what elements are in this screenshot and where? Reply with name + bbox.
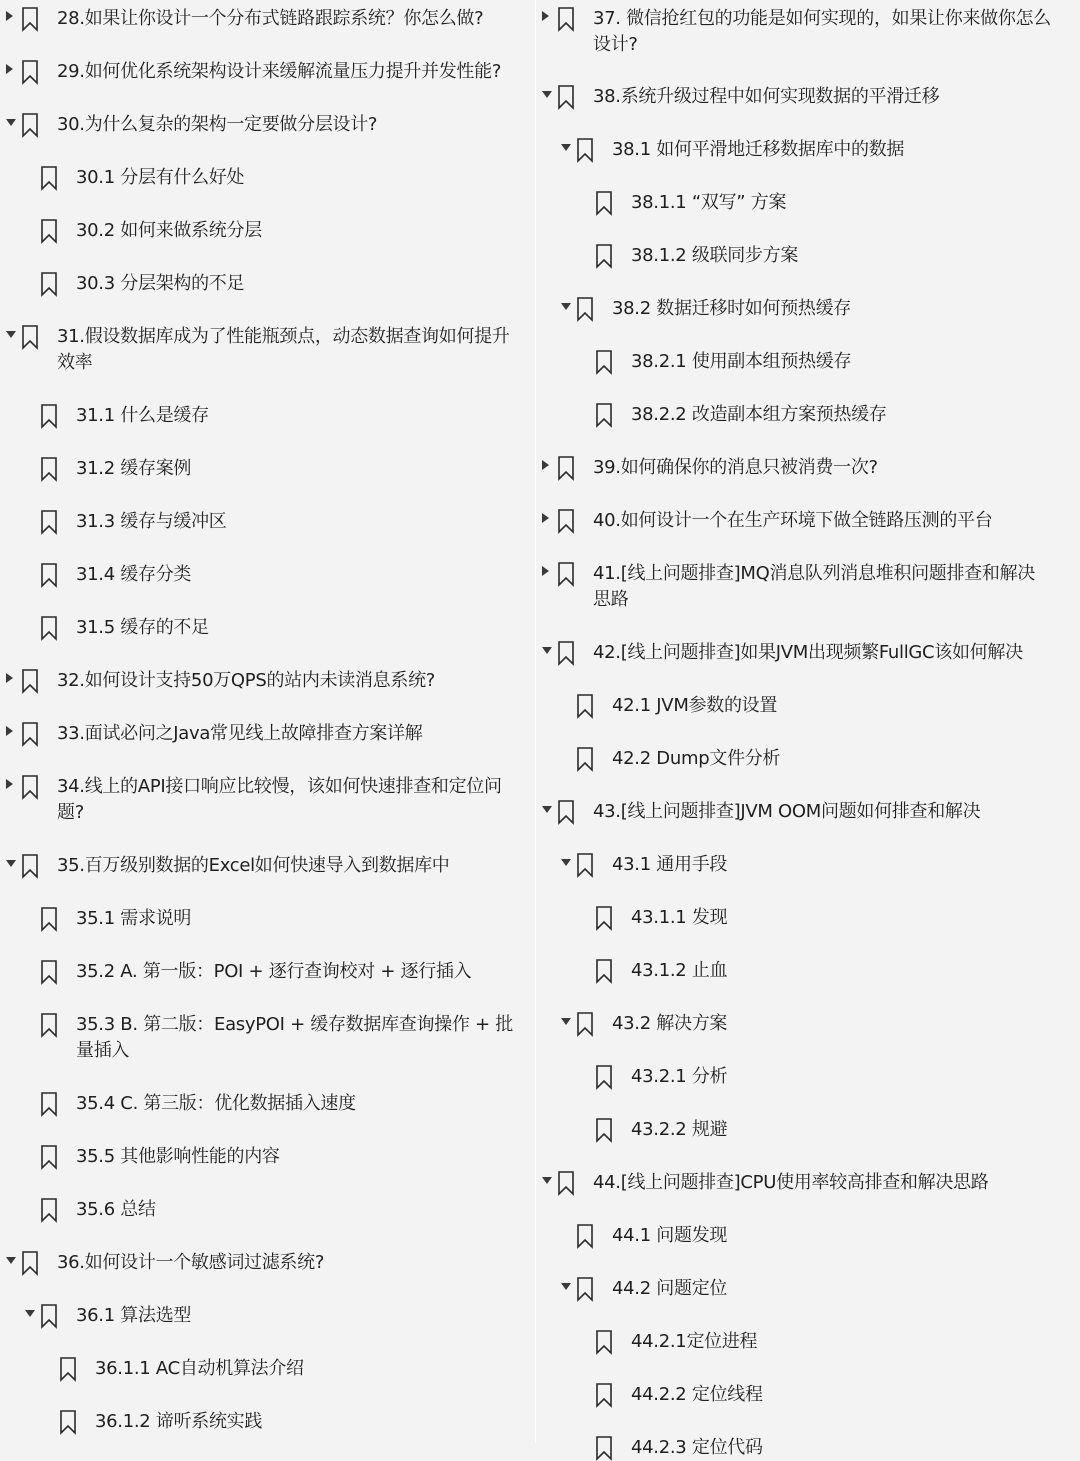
bookmark-icon — [576, 1011, 594, 1037]
bookmark-item[interactable] — [0, 1012, 536, 1061]
bookmark-icon — [557, 6, 575, 32]
bookmark-icon — [595, 1117, 613, 1143]
bookmark-item[interactable] — [0, 1303, 536, 1329]
bookmark-label[interactable]: 38.2.1 使用副本组预热缓存 — [631, 351, 852, 372]
bookmark-label[interactable]: 43.1.1 发现 — [631, 907, 728, 928]
bookmark-item[interactable] — [536, 137, 1080, 163]
bookmarks-pane-left — [0, 0, 536, 1443]
bookmark-item[interactable] — [536, 508, 1080, 534]
bookmark-label[interactable]: 43.2 解决方案 — [612, 1013, 728, 1034]
bookmark-icon — [557, 561, 575, 587]
chevron-right-icon[interactable] — [6, 673, 13, 683]
bookmark-icon — [557, 508, 575, 534]
bookmark-label[interactable]: 31.2 缓存案例 — [76, 458, 192, 479]
bookmark-icon — [557, 640, 575, 666]
bookmark-label[interactable]: 35.百万级别数据的Excel如何快速导入到数据库中 — [57, 855, 450, 876]
bookmark-item[interactable] — [536, 799, 1080, 825]
bookmark-icon — [576, 296, 594, 322]
bookmark-label[interactable]: 31.假设数据库成为了性能瓶颈点，动态数据查询如何提升 — [57, 326, 510, 347]
bookmark-icon — [576, 137, 594, 163]
bookmark-icon — [21, 59, 39, 85]
bookmark-label[interactable]: 36.1 算法选型 — [76, 1305, 192, 1326]
bookmark-item[interactable] — [536, 455, 1080, 481]
bookmark-icon — [21, 774, 39, 800]
bookmark-icon — [40, 456, 58, 482]
bookmark-label[interactable]: 43.2.1 分析 — [631, 1066, 728, 1087]
chevron-down-icon[interactable] — [561, 144, 571, 151]
bookmark-item[interactable] — [536, 561, 1080, 610]
bookmark-label[interactable]: 44.2.1定位进程 — [631, 1331, 758, 1352]
bookmark-label[interactable]: 34.线上的API接口响应比较慢，该如何快速排查和定位问 — [57, 776, 502, 797]
bookmark-icon — [40, 403, 58, 429]
bookmark-item[interactable] — [536, 402, 1080, 428]
chevron-right-icon[interactable] — [6, 64, 13, 74]
bookmark-label[interactable]: 36.1.2 谛听系统实践 — [95, 1411, 263, 1432]
bookmark-label-continued[interactable]: 设计? — [593, 34, 638, 55]
chevron-right-icon[interactable] — [542, 460, 549, 470]
bookmark-icon — [595, 905, 613, 931]
bookmark-label[interactable]: 32.如何设计支持50万QPS的站内未读消息系统? — [57, 670, 436, 691]
bookmark-label[interactable]: 42.1 JVM参数的设置 — [612, 695, 778, 716]
bookmark-label[interactable]: 41.[线上问题排查]MQ消息队列消息堆积问题排查和解决 — [593, 563, 1035, 584]
bookmark-item[interactable] — [536, 640, 1080, 666]
bookmark-item[interactable] — [536, 1435, 1080, 1461]
bookmark-item[interactable] — [0, 509, 536, 535]
bookmark-item[interactable] — [0, 324, 536, 373]
bookmark-label[interactable]: 43.[线上问题排查]JVM OOM问题如何排查和解决 — [593, 801, 981, 822]
bookmark-label[interactable]: 35.1 需求说明 — [76, 908, 192, 929]
bookmark-label[interactable]: 31.3 缓存与缓冲区 — [76, 511, 227, 532]
bookmark-item[interactable] — [0, 721, 536, 747]
bookmark-icon — [40, 1303, 58, 1329]
bookmark-item[interactable] — [536, 243, 1080, 269]
chevron-down-icon[interactable] — [6, 331, 16, 338]
bookmark-label[interactable]: 39.如何确保你的消息只被消费一次? — [593, 457, 878, 478]
bookmark-label[interactable]: 30.为什么复杂的架构一定要做分层设计? — [57, 114, 378, 135]
bookmark-label[interactable]: 36.1.1 AC自动机算法介绍 — [95, 1358, 304, 1379]
bookmark-icon — [595, 1435, 613, 1461]
bookmark-icon — [40, 906, 58, 932]
chevron-down-icon[interactable] — [542, 1177, 552, 1184]
bookmark-item[interactable] — [0, 1356, 536, 1382]
bookmark-item[interactable] — [536, 1117, 1080, 1143]
bookmark-item[interactable] — [536, 958, 1080, 984]
bookmark-item[interactable] — [536, 349, 1080, 375]
bookmark-label-continued[interactable]: 效率 — [57, 352, 93, 373]
bookmark-item[interactable] — [536, 1329, 1080, 1355]
bookmark-item[interactable] — [536, 905, 1080, 931]
chevron-right-icon[interactable] — [542, 513, 549, 523]
chevron-down-icon[interactable] — [25, 1310, 35, 1317]
bookmark-label[interactable]: 44.2.2 定位线程 — [631, 1384, 763, 1405]
bookmark-label[interactable]: 31.4 缓存分类 — [76, 564, 192, 585]
bookmark-item[interactable] — [0, 668, 536, 694]
bookmark-item[interactable] — [0, 218, 536, 244]
bookmark-item[interactable] — [536, 190, 1080, 216]
bookmark-label[interactable]: 30.3 分层架构的不足 — [76, 273, 245, 294]
chevron-down-icon[interactable] — [6, 119, 16, 126]
bookmark-icon — [595, 402, 613, 428]
chevron-down-icon[interactable] — [542, 91, 552, 98]
bookmark-label[interactable]: 44.2.3 定位代码 — [631, 1437, 763, 1458]
bookmark-label-continued[interactable]: 思路 — [593, 589, 629, 610]
bookmark-item[interactable] — [536, 296, 1080, 322]
bookmark-label[interactable]: 33.面试必问之Java常见线上故障排查方案详解 — [57, 723, 423, 744]
bookmark-item[interactable] — [0, 853, 536, 879]
bookmark-icon — [40, 271, 58, 297]
bookmark-icon — [40, 1144, 58, 1170]
chevron-down-icon[interactable] — [6, 860, 16, 867]
bookmark-icon — [595, 958, 613, 984]
bookmark-icon — [21, 6, 39, 32]
bookmark-icon — [595, 349, 613, 375]
chevron-down-icon[interactable] — [542, 647, 552, 654]
bookmark-icon — [557, 455, 575, 481]
bookmark-icon — [40, 959, 58, 985]
bookmark-icon — [59, 1356, 77, 1382]
bookmark-icon — [40, 562, 58, 588]
bookmark-item[interactable] — [536, 1276, 1080, 1302]
bookmark-item[interactable] — [0, 59, 536, 85]
bookmark-icon — [40, 509, 58, 535]
bookmark-label[interactable]: 35.2 A. 第一版：POI + 逐行查询校对 + 逐行插入 — [76, 961, 472, 982]
bookmark-label[interactable]: 28.如果让你设计一个分布式链路跟踪系统？你怎么做? — [57, 8, 484, 29]
bookmark-label[interactable]: 43.1 通用手段 — [612, 854, 728, 875]
bookmarks-pane-right — [536, 0, 1080, 1458]
bookmark-label[interactable]: 36.如何设计一个敏感词过滤系统? — [57, 1252, 325, 1273]
bookmark-label[interactable]: 44.[线上问题排查]CPU使用率较高排查和解决思路 — [593, 1172, 989, 1193]
bookmark-item[interactable] — [0, 112, 536, 138]
bookmark-icon — [595, 1064, 613, 1090]
bookmark-label[interactable]: 42.[线上问题排查]如果JVM出现频繁FullGC该如何解决 — [593, 642, 1023, 663]
bookmark-label[interactable]: 37. 微信抢红包的功能是如何实现的，如果让你来做你怎么 — [593, 8, 1051, 29]
bookmark-label[interactable]: 29.如何优化系统架构设计来缓解流量压力提升并发性能? — [57, 61, 502, 82]
bookmark-icon — [595, 1382, 613, 1408]
bookmark-item[interactable] — [0, 1197, 536, 1223]
bookmark-icon — [576, 852, 594, 878]
bookmark-label[interactable]: 30.2 如何来做系统分层 — [76, 220, 262, 241]
bookmark-item[interactable] — [0, 1250, 536, 1276]
bookmark-item[interactable] — [536, 852, 1080, 878]
chevron-right-icon[interactable] — [6, 726, 13, 736]
bookmark-item[interactable] — [0, 959, 536, 985]
bookmark-icon — [21, 324, 39, 350]
bookmark-label[interactable]: 31.5 缓存的不足 — [76, 617, 209, 638]
bookmark-item[interactable] — [536, 1223, 1080, 1249]
bookmark-label[interactable]: 38.1 如何平滑地迁移数据库中的数据 — [612, 139, 905, 160]
bookmark-icon — [557, 84, 575, 110]
bookmark-label[interactable]: 40.如何设计一个在生产环境下做全链路压测的平台 — [593, 510, 993, 531]
bookmark-item[interactable] — [0, 165, 536, 191]
chevron-right-icon[interactable] — [542, 11, 549, 21]
bookmark-item[interactable] — [536, 84, 1080, 110]
bookmark-label[interactable]: 38.1.1 “双写” 方案 — [631, 192, 787, 213]
bookmark-item[interactable] — [0, 271, 536, 297]
bookmark-label[interactable]: 38.系统升级过程中如何实现数据的平滑迁移 — [593, 86, 940, 107]
bookmark-icon — [576, 693, 594, 719]
bookmark-icon — [557, 1170, 575, 1196]
bookmark-icon — [21, 853, 39, 879]
bookmark-item[interactable] — [536, 693, 1080, 719]
bookmark-icon — [576, 746, 594, 772]
bookmark-item[interactable] — [0, 403, 536, 429]
bookmark-label[interactable]: 43.1.2 止血 — [631, 960, 728, 981]
bookmark-item[interactable] — [0, 456, 536, 482]
bookmark-label-continued[interactable]: 题? — [57, 802, 84, 823]
bookmark-item[interactable] — [0, 6, 536, 32]
bookmark-label[interactable]: 43.2.2 规避 — [631, 1119, 728, 1140]
bookmark-label[interactable]: 35.5 其他影响性能的内容 — [76, 1146, 280, 1167]
bookmark-icon — [40, 1197, 58, 1223]
bookmark-label[interactable]: 31.1 什么是缓存 — [76, 405, 209, 426]
bookmark-label[interactable]: 35.4 C. 第三版：优化数据插入速度 — [76, 1093, 356, 1114]
bookmark-icon — [595, 243, 613, 269]
bookmark-icon — [21, 668, 39, 694]
bookmark-icon — [40, 218, 58, 244]
bookmark-icon — [557, 799, 575, 825]
bookmark-item[interactable] — [0, 774, 536, 823]
bookmark-label[interactable]: 38.1.2 级联同步方案 — [631, 245, 799, 266]
chevron-right-icon[interactable] — [6, 779, 13, 789]
bookmark-icon — [595, 1329, 613, 1355]
bookmark-item[interactable] — [0, 1091, 536, 1117]
bookmark-icon — [59, 1409, 77, 1435]
bookmark-item[interactable] — [536, 1170, 1080, 1196]
bookmark-icon — [40, 615, 58, 641]
bookmark-icon — [21, 112, 39, 138]
bookmark-icon — [576, 1223, 594, 1249]
bookmark-label[interactable]: 30.1 分层有什么好处 — [76, 167, 245, 188]
chevron-down-icon[interactable] — [561, 859, 571, 866]
bookmark-item[interactable] — [0, 1409, 536, 1435]
bookmark-item[interactable] — [536, 746, 1080, 772]
bookmark-icon — [595, 190, 613, 216]
bookmark-item[interactable] — [536, 1382, 1080, 1408]
bookmark-icon — [40, 165, 58, 191]
bookmark-item[interactable] — [0, 562, 536, 588]
chevron-right-icon[interactable] — [6, 11, 13, 21]
bookmark-icon — [40, 1091, 58, 1117]
bookmark-icon — [576, 1276, 594, 1302]
bookmark-label[interactable]: 42.2 Dump文件分析 — [612, 748, 781, 769]
chevron-down-icon[interactable] — [6, 1257, 16, 1264]
bookmark-item[interactable] — [536, 1011, 1080, 1037]
chevron-right-icon[interactable] — [542, 566, 549, 576]
bookmark-label[interactable]: 38.2.2 改造副本组方案预热缓存 — [631, 404, 887, 425]
bookmark-item[interactable] — [0, 615, 536, 641]
bookmark-item[interactable] — [0, 1144, 536, 1170]
chevron-down-icon[interactable] — [561, 1283, 571, 1290]
chevron-down-icon[interactable] — [561, 1018, 571, 1025]
bookmark-item[interactable] — [0, 906, 536, 932]
chevron-down-icon[interactable] — [561, 303, 571, 310]
bookmark-label[interactable]: 35.6 总结 — [76, 1199, 156, 1220]
bookmark-icon — [21, 721, 39, 747]
bookmark-label-continued[interactable]: 量插入 — [76, 1040, 130, 1061]
bookmark-icon — [21, 1250, 39, 1276]
bookmark-label[interactable]: 44.2 问题定位 — [612, 1278, 728, 1299]
bookmark-label[interactable]: 35.3 B. 第二版：EasyPOI + 缓存数据库查询操作 + 批 — [76, 1014, 513, 1035]
bookmark-item[interactable] — [536, 1064, 1080, 1090]
bookmark-icon — [40, 1012, 58, 1038]
bookmark-label[interactable]: 44.1 问题发现 — [612, 1225, 728, 1246]
bookmark-item[interactable] — [536, 6, 1080, 55]
bookmark-label[interactable]: 38.2 数据迁移时如何预热缓存 — [612, 298, 851, 319]
chevron-down-icon[interactable] — [542, 806, 552, 813]
